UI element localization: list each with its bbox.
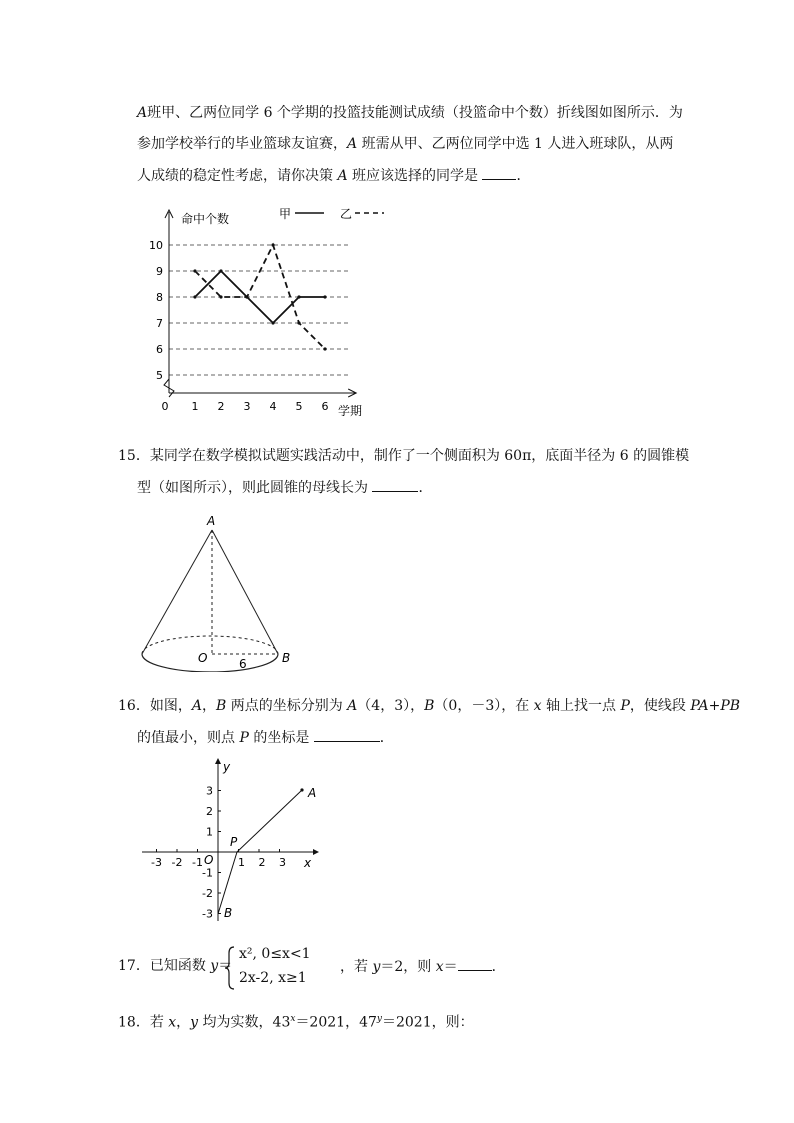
q17-line	[118, 956, 232, 976]
var-A: A	[347, 698, 358, 714]
q17-t2: ＝2，则	[380, 959, 436, 975]
var-B: B	[215, 698, 227, 714]
x-tick-label: -1	[192, 856, 203, 869]
x-tick-label: -3	[151, 856, 162, 869]
q16-line1	[118, 696, 740, 716]
data-point-yi-5	[297, 321, 300, 324]
x-tick-6: 6	[321, 400, 329, 413]
x-tick-5: 5	[295, 400, 303, 413]
data-point-jia-6	[323, 295, 326, 298]
cone-base-front	[142, 654, 278, 672]
q15-end: ．	[418, 480, 433, 496]
y-tick-label: -2	[202, 887, 213, 900]
answer-blank-16[interactable]	[314, 727, 380, 742]
q17-suffix	[340, 956, 506, 977]
x-tick-0: 0	[161, 400, 169, 413]
line-chart	[140, 200, 400, 430]
piece-row-2: 2x-2, x≥1	[239, 970, 307, 986]
var-B: B	[424, 698, 435, 714]
var-x: x	[533, 698, 542, 714]
chart-grid	[169, 245, 348, 375]
q18-t3: ＝2021，47	[295, 1014, 377, 1031]
label-A: A	[308, 786, 317, 800]
data-point-yi-4	[271, 243, 274, 246]
q18-line	[118, 1009, 474, 1033]
x-axis-label: 学期	[338, 404, 363, 418]
var-y: y	[372, 959, 381, 975]
legend-label-jia: 甲	[279, 207, 292, 221]
var-P: P	[620, 698, 630, 714]
data-point-jia-5	[297, 295, 300, 298]
q14-text-1: 班甲、乙两位同学 6 个学期的投篮技能测试成绩（投篮命中个数）折线图如图所示．为	[147, 105, 683, 121]
var-x: x	[168, 1014, 177, 1031]
q14-text-2a: 参加学校举行的毕业篮球友谊赛，	[137, 136, 347, 152]
q16-comma: ，	[201, 698, 216, 714]
data-point-yi-6	[323, 347, 326, 350]
q16-line2	[137, 727, 394, 748]
data-point-yi-2	[219, 295, 222, 298]
cone-figure	[135, 512, 305, 672]
data-point-yi-1	[193, 269, 196, 272]
legend-label-yi: 乙	[340, 207, 353, 221]
chart-axes	[164, 210, 356, 397]
y-tick-label: 1	[206, 825, 213, 839]
label-6: 6	[239, 657, 247, 671]
answer-blank-15[interactable]	[372, 477, 418, 492]
q14-text-3a: 人成绩的稳定性考虑，请你决策	[137, 168, 338, 184]
var-y: y	[190, 1014, 199, 1031]
var-A: A	[337, 168, 348, 184]
label-y: y	[223, 760, 231, 774]
y-tick-8: 8	[156, 291, 163, 304]
cone-right-edge	[212, 530, 278, 654]
y-axis-label: 命中个数	[181, 212, 230, 226]
exp-y: y	[376, 1014, 382, 1024]
q17-prefix: 17．已知函数	[118, 958, 211, 974]
label-O: O	[198, 651, 208, 665]
label-P: P	[230, 835, 238, 849]
data-point-jia-4	[271, 321, 274, 324]
q18-t1: 18．若	[118, 1014, 169, 1031]
var-x: x	[435, 959, 444, 975]
q17-end: ．	[491, 959, 506, 975]
var-A: A	[191, 698, 202, 714]
chart-labels	[149, 207, 384, 418]
x-tick-1: 1	[191, 400, 199, 413]
y-tick-label: 2	[206, 805, 213, 818]
label-A: A	[207, 514, 216, 528]
x-tick-label: 1	[238, 856, 245, 869]
piece-row-1: x², 0≤x<1	[239, 946, 311, 962]
q14-line1	[137, 103, 683, 123]
q14-text-2b: 班需从甲、乙两位同学中选 1 人进入班球队，从两	[357, 136, 674, 152]
y-tick-label: -3	[202, 907, 213, 921]
x-tick-label: 2	[258, 856, 266, 869]
var-PA-PB: PA+PB	[690, 698, 741, 714]
var-A: A	[137, 105, 148, 121]
var-y: y	[210, 958, 219, 974]
cone-left-edge	[142, 530, 212, 654]
q16-t5: 轴上找一点	[541, 698, 621, 714]
q15-text-2: 型（如图所示），则此圆锥的母线长为	[137, 480, 373, 496]
q15-line2	[137, 477, 432, 498]
x-tick-2: 2	[217, 400, 225, 413]
exp-x: x	[290, 1014, 296, 1024]
q16-t8: 的坐标是	[248, 730, 314, 746]
y-tick-10: 10	[149, 239, 163, 252]
x-tick-3: 3	[243, 400, 251, 413]
answer-blank-17[interactable]	[458, 956, 492, 971]
coordinate-figure	[138, 755, 328, 925]
q14-text-3b: 班应该选择的同学是	[347, 168, 483, 184]
q15-text-1: 15．某同学在数学模拟试题实践活动中，制作了一个侧面积为 60π，底面半径为 6 的圆锥模	[118, 448, 690, 464]
q16-t1: 16．如图，	[118, 698, 192, 714]
q15-line1	[118, 446, 689, 466]
cone-base-back	[142, 636, 278, 654]
label-O: O	[204, 853, 214, 867]
segment-PB	[218, 852, 237, 914]
q16-t6: ，使线段	[629, 698, 691, 714]
x-tick-label: 3	[279, 856, 286, 869]
data-point-jia-2	[219, 269, 222, 272]
x-tick-4: 4	[269, 400, 277, 413]
q17-t3: ＝	[443, 959, 458, 975]
y-tick-5: 5	[156, 369, 163, 382]
label-B: B	[224, 906, 233, 920]
data-point-jia-1	[193, 295, 196, 298]
x-tick-label: -2	[171, 856, 183, 869]
piecewise-brace	[224, 945, 236, 991]
q18-t2: 均为实数，43	[198, 1014, 291, 1031]
y-tick-9: 9	[156, 265, 163, 278]
q16-t3: （4，3），	[357, 698, 425, 714]
q16-end: ．	[379, 730, 394, 746]
data-point-yi-3	[245, 295, 248, 298]
q17-eq: ＝	[218, 958, 233, 974]
q14-end: ．	[516, 168, 531, 184]
y-tick-label: 3	[206, 784, 213, 798]
point-A	[300, 788, 303, 791]
answer-blank-14[interactable]	[482, 165, 516, 180]
y-tick-7: 7	[156, 317, 163, 330]
q17-t1: ，若	[340, 959, 373, 975]
q16-t4: （0，－3），在	[434, 698, 534, 714]
q14-line2	[137, 134, 673, 154]
label-B: B	[282, 651, 291, 665]
label-x: x	[304, 856, 312, 870]
q14-line3	[137, 165, 530, 186]
segment-PA	[237, 790, 302, 852]
y-tick-6: 6	[156, 343, 163, 356]
y-tick-label: -1	[202, 866, 213, 880]
q18-comma: ，	[176, 1014, 191, 1031]
q16-t7: 的值最小，则点	[137, 730, 240, 746]
q16-t2: 两点的坐标分别为	[226, 698, 348, 714]
var-P: P	[239, 730, 249, 746]
q18-t4: ＝2021，则：	[381, 1014, 474, 1031]
var-A: A	[347, 136, 358, 152]
